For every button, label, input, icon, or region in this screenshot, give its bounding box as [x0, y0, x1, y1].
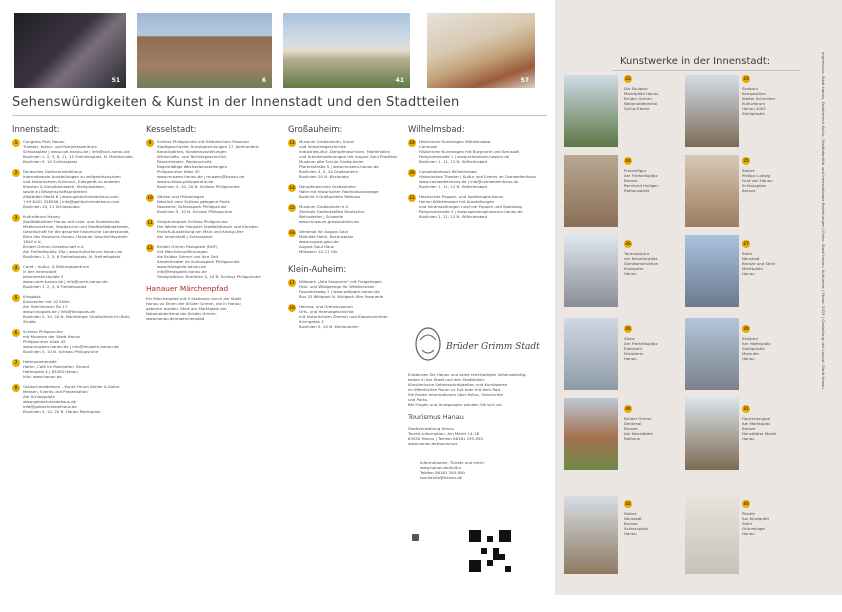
number-badge: 19: [409, 140, 415, 145]
artwork-photo-fill: [685, 398, 739, 470]
artwork-caption: [624, 75, 684, 111]
list-item: [12, 294, 134, 324]
photo-theater: [14, 13, 126, 88]
artwork-photo-fill: [564, 75, 618, 147]
list-item: [12, 329, 134, 354]
artwork-photo: [685, 155, 739, 227]
list-item: [288, 139, 400, 179]
artwork-photo: [564, 235, 618, 307]
list-item: [146, 244, 274, 279]
list-item-text: Deutsches Goldschmiedehaus Internationale Ausstellungen zu zeitgenössischem und historischem Schmuck, Edelgerät zu anderen Künsten & Kunsthandwerk, Kleinplastiken, sowie zu Wissenschaftsprojekten Altstädter Markt 6 | www.goldschmiedehaus.com +49 6181 256556 | info@goldschmiedehaus.com Buslinien 10, 11 Schlossplatz: [23, 169, 121, 209]
artwork-text: Skulptur Komposition Walter Schneider Kulturforum Hanau 2002 Stahlplastik: [742, 86, 776, 116]
photo-museum-fill: [427, 13, 535, 88]
artwork-caption: [624, 240, 684, 276]
column-kesselstadt: [146, 124, 274, 321]
list-item-text: Skulpturenpark Schloss Philippsruhe Die Werke der Hanauer Stadtbildhauer und Künstler Freiluft-Ausstellung am Main und Kinzig-Ufer der Innenstadt | Schlosspark: [157, 219, 259, 239]
artwork-photo-fill: [685, 235, 739, 307]
list-item: [408, 169, 544, 189]
list-item: [12, 139, 134, 164]
imprint-vertical-text: Impressum: Stadt Hanau, Fachbereich Kultur, Stadtidentität und Internationale Beziehungen | Fotos: Stadt Hanau, Kulturamt | Stand: 2015 | Gestaltung und Layout: Stadt Hanau: [821, 52, 826, 389]
tourist-text: Stadtverwaltung Hanau Tourist-Information, Am Markt 14–18 63450 Hanau | Telefon 06181 295-950 www.hanau.de/tourismus: [408, 426, 483, 446]
number-badge: 6: [12, 329, 20, 337]
maerchenpfad-text: Ein Märchenpfad mit 9 Stationen durch die Stadt Hanau zu Ehren der Brüder Grimm, die in Hanau geboren wurden. Start am Marktplatz am Nationaldenkmal der Brüder Grimm. www.hanau.de/maerchenpfad: [146, 296, 242, 321]
artwork-photo-fill: [685, 155, 739, 227]
artwork-photo-fill: [685, 75, 739, 147]
contact-block: [408, 372, 544, 480]
number-badge: 28: [625, 326, 631, 331]
artwork-photo: [564, 318, 618, 390]
artwork-photo: [685, 318, 739, 390]
list-item-text: Goldschmiedehaus – Kunst Forum Atelier & Kultur Messen, Events und Präsentation Am Schlossplatz www.goldschmiedehaus.de info@goldschmiedehaus.de Buslinien 5, 10, 20 N. Hanau Marktplatz: [23, 384, 120, 414]
artwork-caption: [624, 500, 684, 536]
number-badge: 11: [147, 220, 153, 225]
number-badge: 7: [12, 359, 20, 367]
list-item-text: Hafenpromenade Hafen, Café im Mainhafen, Strand Hafenplatz 4 | 63450 Hanau Info: www.hanau.de: [23, 359, 89, 379]
list-item: [12, 169, 134, 209]
number-badge: 14: [289, 185, 295, 190]
photo-theater-fill: [14, 13, 126, 88]
info-text: Informationen, Tickets und mehr: www.hanau.de/kultur Telefon 06181 295-950 touristinfo@hanau.de: [420, 460, 485, 480]
list-item-text: Schloss Philippsruhe mit Museum der Stadt Hanau Philippsruher Allee 45 www.museen-hanau.de | info@museen-hanau.de Buslinien 5, 10 N. Schloss Philippsruhe: [23, 329, 119, 354]
artwork-photo: [685, 235, 739, 307]
artwork-text: Die Skulptur Marktplatz Hanau Brüder Grimm Nationaldenkmal Syrius Eberle: [624, 86, 659, 111]
photo-number: 41: [395, 77, 404, 84]
list-item-text: Schloss Philippsruhe mit Historischem Museum Stadtgeschichte, Kunstsammlungen 17. Jahrhundert Barockgärten, Sonderausstellungen Wirtschafts- und Technikgeschichte, Papiertheater, Papierschnitt, Regelmäßige Wechselausstellungen Philippsruher Allee 45 www.museen-hanau.de | museen@hanau.de www.schloss-philippsruhe.de Buslinien 5, 10, 20 N. Schloss Philippsruhe: [157, 139, 259, 189]
list-item: [12, 264, 134, 289]
artwork-photo-fill: [685, 496, 739, 574]
number-badge: 30: [625, 406, 631, 411]
qr-code-icon: [469, 530, 511, 572]
number-badge: 32: [625, 501, 631, 506]
list-item-text: Kulturforum Hanau Stadtbibliothek Hanau mit Lese- und Studienecke, Medienzentrum, Stadtarchiv und Stadtteilbibliotheken, Gesellschaft für die gesamte historische Landeskunde, Büro des Museums Hanau, Hanauer Geschichtsverein 1844 e.V., Brüder Grimm-Gesellschaft e.V. Am Freiheitsplatz 18a | www.kulturforum-hanau.de Buslinien 1, 2, 5, 6 Freiheitsplatz, N. Freiheitsplatz: [23, 214, 130, 259]
list-item-text: Heimat- und Grenzmuseum Orts- und Heimatgeschichte mit historischem Zimmer und Klassenzimmer Kirchgasse 4 Buslinien 5, 10 N. Kleinauheim: [299, 304, 388, 329]
column-wilhelmsbad: [408, 124, 544, 224]
number-badge: 10: [147, 195, 153, 200]
number-badge: 2: [12, 169, 20, 177]
artwork-photo-fill: [564, 235, 618, 307]
photo-building: [137, 13, 272, 88]
list-item: [12, 384, 134, 414]
artwork-photo: [685, 75, 739, 147]
artwork-photo: [564, 75, 618, 147]
number-badge: 25: [743, 158, 749, 163]
number-badge: 23: [743, 76, 749, 81]
artwork-photo-fill: [564, 155, 618, 227]
artwork-text: Skulptur Am Hafenplatz Stahlplastik Mainufer Hanau: [742, 336, 771, 361]
artwork-text: Plastik Am Kinzigufer Stahl Grünanlage Hanau: [742, 511, 770, 536]
artwork-photo: [564, 496, 618, 574]
artwork-caption: [624, 325, 684, 361]
list-item: [288, 184, 400, 199]
number-badge: 12: [147, 245, 153, 250]
number-badge: 8: [12, 384, 20, 392]
photo-number: 51: [111, 77, 120, 84]
list-item-text: Kinopolis Kinocenter mit 10 Sälen Am Steinheimer Tor 17 www.kinopolis.de | info@kinopolis.de Buslinien 5, 10, 20 N. Nürnberger Straße/Heinrich-Bott-Straße: [23, 294, 131, 324]
artwork-text: Statue Philipp Ludwig Graf von Hanau Schlossplatz Bronze: [742, 168, 773, 193]
list-item: [146, 219, 274, 239]
artwork-photo-fill: [564, 496, 618, 574]
number-badge: 24: [625, 158, 631, 163]
logo-graphic: [408, 322, 540, 367]
artwork-photo-fill: [564, 398, 618, 470]
logo-text: Brüder Grimm Stadt: [446, 342, 540, 352]
artwork-text: Turmskulptur Am Kanaltorplatz Stahlkonstruktion Kinzigufer Hanau: [624, 251, 659, 276]
artwork-photo: [685, 398, 739, 470]
photo-pavilion: [283, 13, 410, 88]
list-item-text: Hessisches Puppen- und Spielzeugmuseum Hanau-Wilhelmsbad mit Ausstellungen und Veranstaltungen rund um Puppen und Spielzeug Parkpromenade 4 | www.spielzeugmuseum-hanau.de Buslinien 1, 11, 12 N. Wilhelmsbad: [419, 194, 523, 219]
artwork-photo: [685, 496, 739, 574]
artwork-caption: [742, 500, 802, 536]
list-item-text: Brüder Grimm Festspiele (BGF) mit Märchenaufführungen die Brüder Grimm und ihre Zeit Amphitheater im Schlosspark Philippsruhe www.festspiele-hanau.de info@festspiele-hanau.de Festspielbüro: Buslinien 5, 10 N. Schloss Philippsruhe: [157, 244, 261, 279]
list-item: [146, 139, 274, 189]
column-grossauheim: [288, 124, 400, 334]
number-badge: 31: [743, 406, 749, 411]
main-title: Sehenswürdigkeiten & Kunst in der Innenstadt und den Stadtteilen: [12, 95, 547, 116]
number-badge: 13: [289, 140, 295, 145]
number-badge: 1: [12, 139, 20, 147]
list-item-text: Museum Großauheim, Kunst und Industriegeschichte Industriekultur, Dampfmaschinen, Fabrikhallen und Arbeiterwohnungen mit August Gaul Plastiken Museum alte Schule Großauheim Pfortenstraße 5 | www.museen-hanau.de Buslinien 4, 5, 20 Großauheim Buslinien 20 N. Kirchplatz: [299, 139, 398, 179]
artwork-photo: [564, 155, 618, 227]
artwork-caption: [742, 405, 802, 441]
artwork-text: Stele Neustadt Bronze und Stein Marktplatz Hanau: [742, 251, 776, 276]
artwork-text: Säule Am Freiheitsplatz Edelstahl Künstlerin Hanau: [624, 336, 658, 361]
tourist-heading: Tourismus Hanau: [408, 413, 464, 421]
artwork-caption: [742, 240, 802, 276]
artwork-caption: [742, 157, 802, 193]
brueder-grimm-logo: [408, 322, 540, 367]
photo-number: 57: [520, 77, 529, 84]
artwork-text: Figurengruppe Am Marktplatz Bronze Neustädter Markt Hanau: [742, 416, 777, 441]
column-heading: Wilhelmsbad:: [408, 124, 465, 134]
number-badge: 20: [409, 170, 415, 175]
column-heading: Großauheim:: [288, 124, 343, 134]
number-badge: 4: [12, 264, 20, 272]
artwork-photo: [564, 398, 618, 470]
column-heading: Kesselstadt:: [146, 124, 197, 134]
list-item: [408, 139, 544, 164]
artwork-caption: [624, 157, 684, 193]
sidebar-divider: [612, 70, 800, 71]
list-item-text: Museum Großauheim e.V. Zentrale Gedenkstätte Deutscher Behinderter | Schwelle www.museum-grossauheim.de: [299, 204, 365, 224]
maerchenpfad-heading: Hanauer Märchenpfad: [146, 284, 229, 293]
artwork-text: Brüder Grimm Denkmal Bronze Am Neustädter Rathaus: [624, 416, 654, 441]
number-badge: 9: [146, 139, 154, 147]
list-item: [146, 194, 274, 214]
list-item-text: Dampfmaschine Großauheim Halle mit historischer Fabrikationsanlage Buslinie 4 Großauheim Rathaus: [299, 184, 379, 199]
photo-pavilion-fill: [283, 13, 410, 88]
list-item: [288, 279, 400, 299]
photo-building-fill: [137, 13, 272, 88]
artwork-photo-fill: [685, 318, 739, 390]
number-badge: 21: [409, 195, 415, 200]
artwork-caption: [742, 75, 802, 116]
list-item: [288, 304, 400, 329]
list-item-text: Gärten und Parkanlagen Westlich vom Schloss gelegene Parks Fasanerie, Schlosspark Philippsruhe Buslinien 5, 10 N. Schloss Philippsruhe: [157, 194, 233, 214]
column-innenstadt: [12, 124, 134, 419]
artwork-caption: [624, 405, 684, 441]
list-item: [288, 229, 400, 254]
number-badge: 22: [625, 76, 631, 81]
artwork-text: Statue Neustadt Bronze Schlossplatz Hanau: [624, 511, 649, 536]
list-item-text: Comoedienhaus Wilhelmsbad Historisches Theater | Kultur und Events im Comoedienhaus www.comoedienhaus.de | info@comoedienhaus.de Buslinien 1, 11, 12 N. Wilhelmsbad: [419, 169, 537, 189]
number-badge: 26: [625, 241, 631, 246]
number-badge: 27: [743, 241, 749, 246]
column-heading-klein-auheim: Klein-Auheim:: [288, 264, 347, 274]
list-item-text: Historische Kuranlagen Wilhelmsbad Carrousel Historische Kuranlagen mit Burgruine und Karussell Parkpromenade 1 | www.schloesser-hessen.de Buslinien 1, 11, 12 N. Wilhelmsbad: [419, 139, 520, 164]
artwork-photo-fill: [564, 318, 618, 390]
list-item-text: Carré – Kultur- & Bildungszentrum in der Innenstadt Johanneskirchplatz 5 www.carre-hanau.de | info@carre-hanau.de Buslinien 1, 2, 5, 6 Freiheitsplatz: [23, 264, 108, 289]
intro-text: Entdecken Sie Hanau und seine reichhaltigen Sehenswürdig- keiten in der Stadt und den Stadtteilen. Künstlerische Sehenswürdigkeiten und Kunstwerke im öffentlichen Raum zu Fuß oder mit dem Rad. Sie finden Informationen über Kultur, Geschichte und Parks. Bei Fragen und Anregungen wenden Sie sich an:: [408, 372, 527, 407]
number-badge: 29: [743, 326, 749, 331]
artwork-caption: [742, 325, 802, 361]
list-item-text: Congress Park Hanau Theater, Kultur- und Kongresszentrum Schlossplatz | www.cph-hanau.de | info@cph-hanau.de Buslinien 1, 2, 5, 6, 11, 12 Freiheitsplatz, N. Marktstraße, Buslinien 9, 10 Schlossplatz: [23, 139, 134, 164]
photo-number: 6: [261, 77, 266, 84]
column-heading: Innenstadt:: [12, 124, 60, 134]
list-item: [12, 214, 134, 259]
photo-museum: [427, 13, 535, 88]
number-badge: 3: [12, 214, 20, 222]
sidebar-title: Kunstwerke in der Innenstadt:: [620, 56, 771, 67]
list-item-text: Denkmal für August Gaul Mathilde Hohn, Rochusplatz www.august-gaul.de August Gaul Haus Mittwoch 14–17 Uhr: [299, 229, 354, 254]
list-item: [288, 204, 400, 224]
info-icon: [412, 534, 419, 541]
number-badge: 15: [289, 205, 295, 210]
list-item: [12, 359, 134, 379]
number-badge: 5: [12, 294, 20, 302]
number-badge: 33: [743, 501, 749, 506]
list-item-text: Wildpark „Alte Fasanerie“ mit Freigehegen Fest- und Wildgehege für Wildtierarten Fasanerieweg 1 | www.wildpark-hanau.de Bus 32 Wildpark N. Wildpark Alte Fasanerie: [299, 279, 384, 299]
number-badge: 17: [289, 280, 295, 285]
number-badge: 18: [289, 305, 295, 310]
artwork-text: Frauenfigur Am Freiheitsplatz Bronze Bernhard Heiliger Rathausplatz: [624, 168, 659, 193]
number-badge: 16: [289, 230, 295, 235]
list-item: [408, 194, 544, 219]
